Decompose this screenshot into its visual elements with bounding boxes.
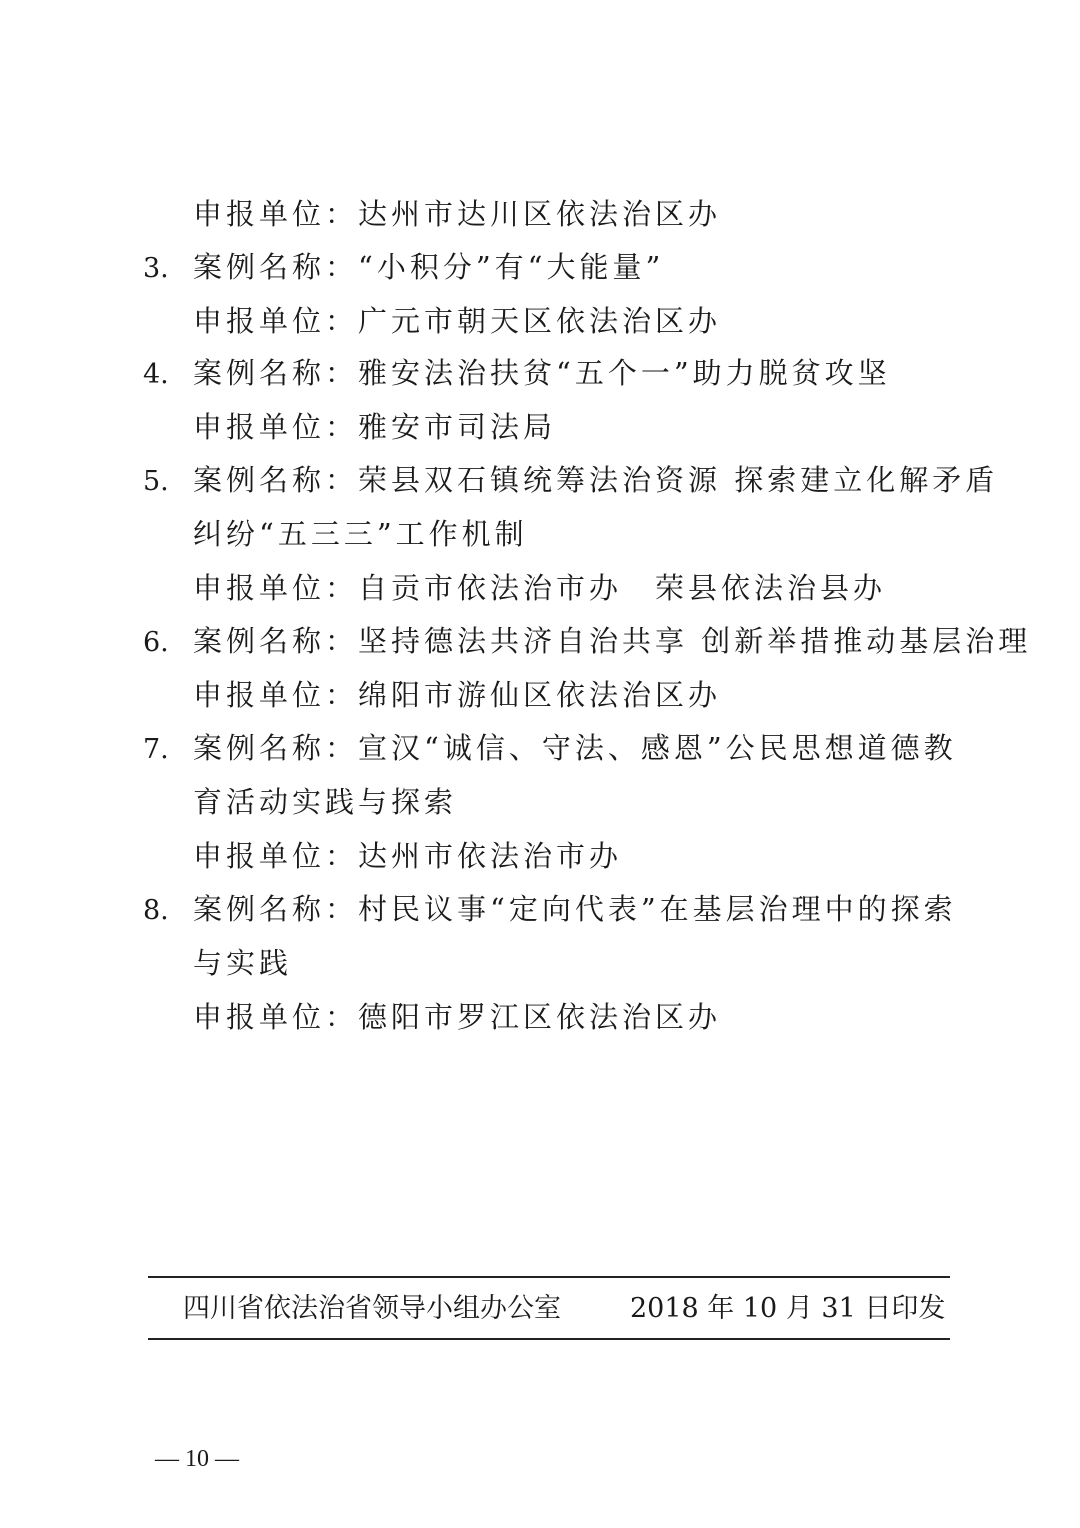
- footer-top-rule: [148, 1276, 950, 1278]
- item-7-name-line-2: 育活动实践与探索: [193, 785, 458, 819]
- item-4-name: 案例名称：雅安法治扶贫“五个一”助力脱贫攻坚: [193, 356, 891, 390]
- item-3-number: 3.: [143, 253, 169, 284]
- item-3-unit: 申报单位：广元市朝天区依法治区办: [193, 304, 722, 338]
- item-8-unit: 申报单位：德阳市罗江区依法治区办: [193, 1000, 722, 1034]
- item-5-unit: 申报单位：自贡市依法治市办 荣县依法治县办: [193, 571, 887, 605]
- item-6-name: 案例名称：坚持德法共济自治共享 创新举措推动基层治理: [193, 624, 1032, 658]
- item-4-unit: 申报单位：雅安市司法局: [193, 410, 557, 444]
- item-4-number: 4.: [143, 359, 169, 390]
- item-8-name-line-1: 案例名称：村民议事“定向代表”在基层治理中的探索: [193, 892, 957, 926]
- item-2-unit: 申报单位：达州市达川区依法治区办: [193, 197, 722, 231]
- item-7-unit: 申报单位：达州市依法治市办: [193, 839, 623, 873]
- item-8-number: 8.: [143, 895, 169, 926]
- item-5-name-line-1: 案例名称：荣县双石镇统筹法治资源 探索建立化解矛盾: [193, 463, 999, 497]
- footer-bottom-rule: [148, 1338, 950, 1340]
- footer-date: 2018 年 10 月 31 日印发: [630, 1293, 946, 1324]
- item-6-unit: 申报单位：绵阳市游仙区依法治区办: [193, 678, 722, 712]
- footer-issuer: 四川省依法治省领导小组办公室: [183, 1293, 561, 1324]
- item-6-number: 6.: [143, 627, 169, 658]
- item-5-name-line-2: 纠纷“五三三”工作机制: [193, 517, 528, 551]
- item-7-name-line-1: 案例名称：宣汉“诚信、守法、感恩”公民思想道德教: [193, 731, 957, 765]
- item-7-number: 7.: [143, 734, 169, 765]
- page-number: — 10 —: [155, 1446, 239, 1472]
- item-5-number: 5.: [143, 466, 169, 497]
- item-8-name-line-2: 与实践: [193, 946, 293, 980]
- item-3-name: 案例名称：“小积分”有“大能量”: [193, 250, 665, 284]
